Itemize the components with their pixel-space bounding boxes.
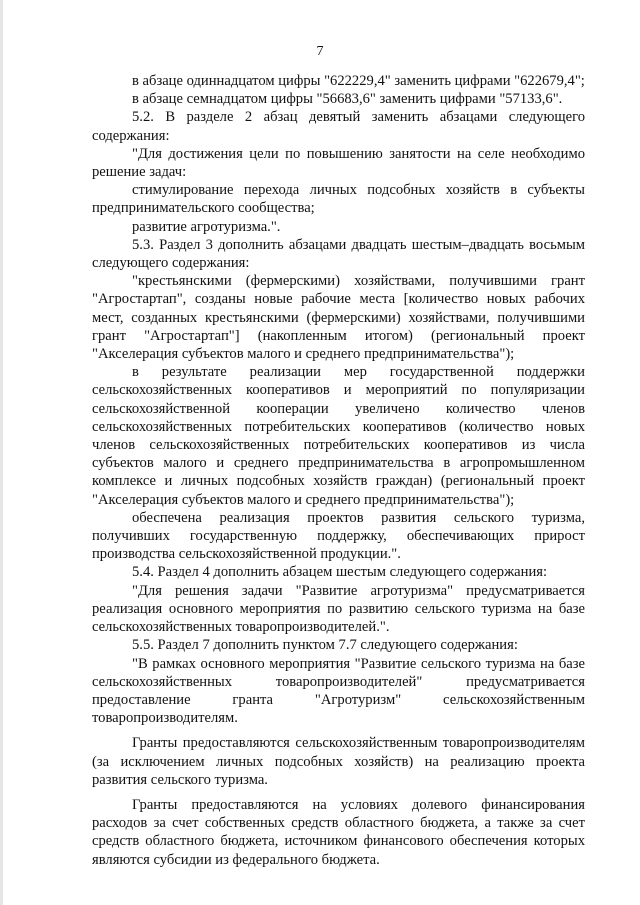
paragraph-7: 5.3. Раздел 3 дополнить абзацами двадцать шестым–двадцать восьмым следующего содержания: [92,236,585,272]
document-body [92,72,585,869]
paragraph-12: "Для решения задачи "Развитие агротуризма" предусматривается реализация основного мероприятия по развитию сельского туризма на базе сельскохозяйственных товаропроизводителей.". [92,582,585,636]
page-number: 7 [316,44,324,59]
paragraph-4: "Для достижения цели по повышению занятости на селе необходимо решение задач: [92,145,585,181]
paragraph-11: 5.4. Раздел 4 дополнить абзацем шестым следующего содержания: [132,564,548,581]
paragraph-8: "крестьянскими (фермерскими) хозяйствами, получившими грант "Агростартап", созданы новые рабочие места [количество новых рабочих мест, созданных крестьянскими (фермерскими) хозяйствами, получившими грант "Агростартап"] (накопленным итогом) (региональный проект "Акселерация субъектов малого и среднего предпринимательства"); [92,273,585,363]
paragraph-3: 5.2. В разделе 2 абзац девятый заменить абзацами следующего содержания: [92,109,585,144]
paragraph-16: Гранты предоставляются на условиях долевого финансирования расходов за счет собственных средств областного бюджета, а также за счет средств областного бюджета, источником финансового обеспечения которых являются субсидии из федерального бюджета. [92,796,585,868]
paragraph-9: в результате реализации мер государственной поддержки сельскохозяйственных кооперативов и мероприятий по популяризации сельскохозяйственной кооперации увеличено количество членов сельскохозяйственных потребительских кооперативов (количество новых членов сельскохозяйственных потребительских кооперативов из числа субъектов малого и среднего предпринимательства в агропромышленном комплексе и личных подсобных хозяйств граждан) (региональный проект "Акселерация субъектов малого и среднего предпринимательства"); [92,364,585,508]
paragraph-13: 5.5. Раздел 7 дополнить пунктом 7.7 следующего содержания: [132,637,518,654]
paragraph-1: в абзаце одиннадцатом цифры "622229,4" заменить цифрами "622679,4"; [132,73,585,89]
paragraph-2: в абзаце семнадцатом цифры "56683,6" заменить цифрами "57133,6". [132,91,563,108]
paragraph-15: Гранты предоставляются сельскохозяйственным товаропроизводителям (за исключением личных подсобных хозяйств) на реализацию проекта развития сельского туризма. [92,735,585,788]
page-edge-shadow [0,0,3,905]
paragraph-5: стимулирование перехода личных подсобных хозяйств в субъекты предпринимательского сообщества; [92,182,585,217]
paragraph-6: развитие агротуризма.". [132,218,281,235]
paragraph-10: обеспечена реализация проектов развития сельского туризма, получивших государственную поддержку, обеспечивающих прирост производства сельскохозяйственной продукции.". [92,509,585,563]
paragraph-14: "В рамках основного мероприятия "Развитие сельского туризма на базе сельскохозяйственных товаропроизводителей" предусматривается предоставление гранта "Агротуризм" сельскохозяйственным товаропроизводителям. [92,655,585,727]
